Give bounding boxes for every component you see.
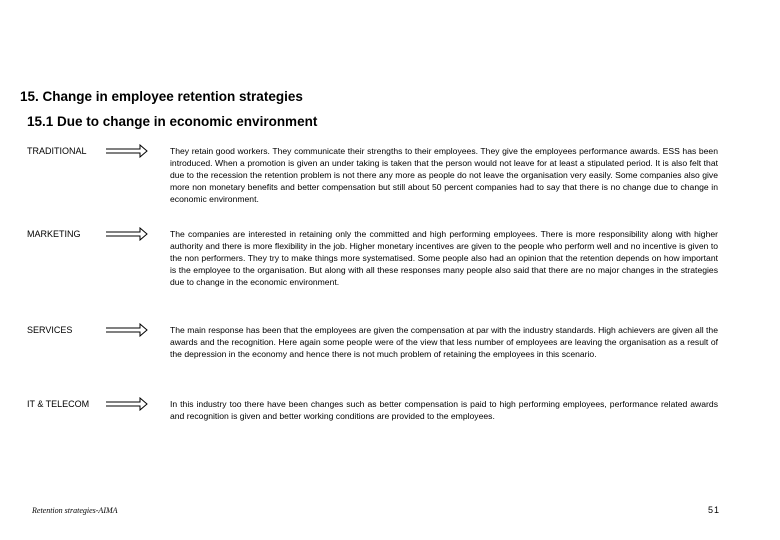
row-description: The companies are interested in retaining only the committed and high performing employees. There is more responsibility along with higher authority and there is more flexibility in the job. Higher monetary incentives are given to the people who perform well and no incentive is given to the non performers. They try to make things more systematised. Some people also had an opinion that the retention depends on how important is the employee to the organisation. But along with all these responses many people also said that there are no major changes in the strategies due to change in the economic environment. [170,229,718,287]
right-arrow-icon [106,397,148,411]
row-category: TRADITIONAL [27,146,87,156]
subsection-heading: 15.1 Due to change in economic environment [27,114,318,129]
row-category: SERVICES [27,325,73,335]
footer-source: Retention strategies-AIMA [32,506,118,515]
right-arrow-icon [106,323,148,337]
row-category: IT & TELECOM [27,399,90,409]
section-heading: 15. Change in employee retention strategies [20,89,303,104]
right-arrow-icon [106,144,148,158]
row-description: In this industry too there have been changes such as better compensation is paid to high performing employees, performance related awards and recognition is given and better working conditions are provided to the employees. [170,399,718,421]
right-arrow-icon [106,227,148,241]
page-number: 51 [707,505,720,515]
row-category: MARKETING [27,229,81,239]
row-description: The main response has been that the employees are given the compensation at par with the industry standards. High achievers are given all the awards and the recognition. Here again some people were of the view that less number of employees are leaving the organisation as a result of the depression in the economy and hence there is not much problem of retaining the employees in this scenario. [170,325,718,359]
row-description: They retain good workers. They communicate their strengths to their employees. They give the employees performance awards. ESS has been introduced. When a promotion is given an under taking is taken that the person would not leave for at least a stipulated period. It is also felt that due to the recession the retention problem is not there any more as people do not leave the organisation very easily. Some companies also give more non monetary benefits and better compensation but still about 50 percent companies had to say that there is no change due to change in economic environment. [170,146,718,204]
